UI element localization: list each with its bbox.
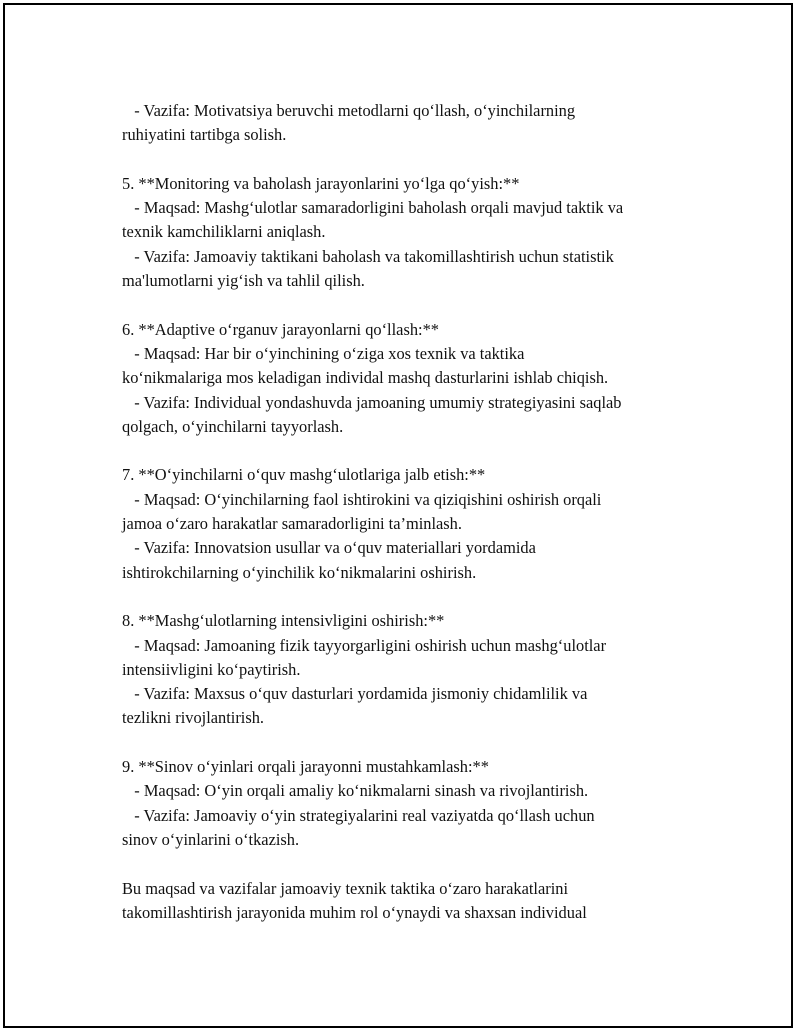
text-line: - Maqsad: O‘yinchilarning faol ishtirokini va qiziqishini oshirish orqali [122, 489, 602, 509]
text-line: intensiivligini ko‘paytirish. [122, 659, 301, 679]
document-body [122, 99, 702, 925]
text-line: - Maqsad: O‘yin orqali amaliy ko‘nikmalarni sinash va rivojlantirish. [122, 781, 589, 801]
blank-line [122, 585, 702, 609]
blank-line [122, 148, 702, 172]
text-line: - Vazifa: Jamoaviy taktikani baholash va takomillashtirish uchun statistik [122, 246, 614, 266]
blank-line [122, 731, 702, 755]
blank-line [122, 852, 702, 876]
text-line: ko‘nikmalariga mos keladigan individal mashq dasturlarini ishlab chiqish. [122, 368, 609, 388]
text-line: 8. **Mashg‘ulotlarning intensivligini oshirish:** [122, 611, 445, 631]
blank-line [122, 439, 702, 463]
text-line: 5. **Monitoring va baholash jarayonlarini yo‘lga qo‘yish:** [122, 173, 520, 193]
text-line: tezlikni rivojlantirish. [122, 708, 265, 728]
page-frame [3, 3, 793, 1028]
text-line: texnik kamchiliklarni aniqlash. [122, 222, 326, 242]
text-line: - Vazifa: Jamoaviy o‘yin strategiyalarini real vaziyatda qo‘llash uchun [122, 805, 595, 825]
text-line: - Vazifa: Maxsus o‘quv dasturlari yordamida jismoniy chidamlilik va [122, 684, 588, 704]
text-line: ruhiyatini tartibga solish. [122, 125, 287, 145]
text-line: 7. **O‘yinchilarni o‘quv mashg‘ulotlariga jalb etish:** [122, 465, 486, 485]
text-line: ishtirokchilarning o‘yinchilik ko‘nikmalarini oshirish. [122, 562, 477, 582]
text-line: sinov o‘yinlarini o‘tkazish. [122, 829, 300, 849]
text-line: - Vazifa: Individual yondashuvda jamoaning umumiy strategiyasini saqlab [122, 392, 622, 412]
text-line: 9. **Sinov o‘yinlari orqali jarayonni mustahkamlash:** [122, 757, 489, 777]
text-line: - Vazifa: Motivatsiya beruvchi metodlarni qo‘llash, o‘yinchilarning [122, 101, 576, 120]
text-line: ma'lumotlarni yig‘ish va tahlil qilish. [122, 271, 365, 291]
text-line: 6. **Adaptive o‘rganuv jarayonlarni qo‘llash:** [122, 319, 439, 339]
text-line: takomillashtirish jarayonida muhim rol o‘ynaydi va shaxsan individual [122, 902, 587, 922]
text-line: Bu maqsad va vazifalar jamoaviy texnik taktika o‘zaro harakatlarini [122, 878, 569, 898]
text-line: - Vazifa: Innovatsion usullar va o‘quv materiallari yordamida [122, 538, 536, 558]
text-line: - Maqsad: Jamoaning fizik tayyorgarligini oshirish uchun mashg‘ulotlar [122, 635, 607, 655]
blank-line [122, 293, 702, 317]
text-line: jamoa o‘zaro harakatlar samaradorligini ta’minlash. [122, 514, 462, 534]
text-line: qolgach, o‘yinchilarni tayyorlash. [122, 416, 344, 436]
text-line: - Maqsad: Har bir o‘yinchining o‘ziga xos texnik va taktika [122, 343, 525, 363]
text-line: - Maqsad: Mashg‘ulotlar samaradorligini baholash orqali mavjud taktik va [122, 198, 624, 218]
